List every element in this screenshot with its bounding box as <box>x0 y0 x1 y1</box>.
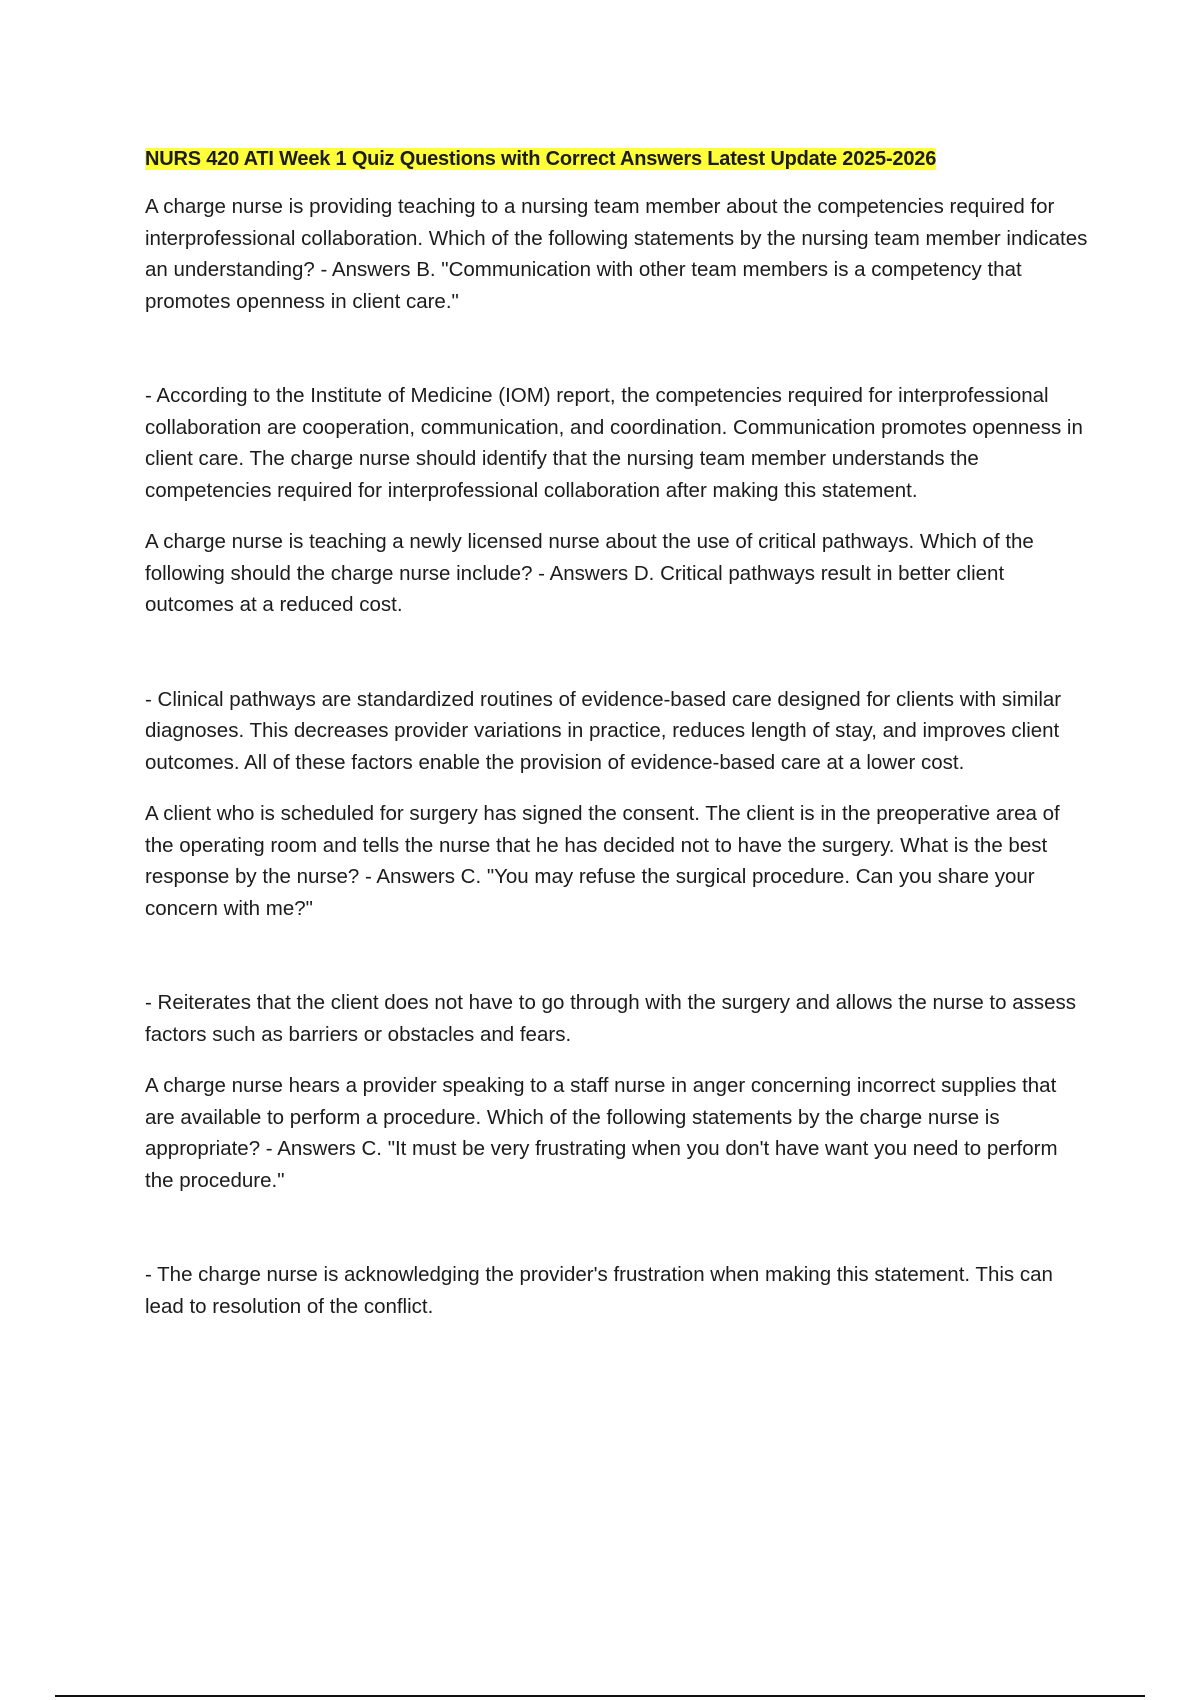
qa-item-3 <box>145 798 1090 1050</box>
question-3: A client who is scheduled for surgery has signed the consent. The client is in the preoperative area of the operating room and tells the nurse that he has decided not to have the surgery. What is the best response by the nurse? - Answers C. "You may refuse the surgical procedure. Can you share your concern with me?" <box>145 802 1060 920</box>
document-page <box>145 143 1090 1322</box>
footer-divider <box>55 1695 1145 1697</box>
question-2: A charge nurse is teaching a newly licensed nurse about the use of critical pathways. Which of the following should the charge nurse include? - Answers D. Critical pathways result in better client outcomes at a reduced cost. <box>145 530 1034 616</box>
document-title: NURS 420 ATI Week 1 Quiz Questions with Correct Answers Latest Update 2025-2026 <box>145 148 937 170</box>
question-4: A charge nurse hears a provider speaking to a staff nurse in anger concerning incorrect supplies that are available to perform a procedure. Which of the following statements by the charge nurse is appropriate? - Answers C. "It must be very frustrating when you don't have want you need to perform the procedure." <box>145 1074 1058 1192</box>
qa-item-4 <box>145 1070 1090 1322</box>
rationale-1: - According to the Institute of Medicine (IOM) report, the competencies required for interprofessional collaboration are cooperation, communication, and coordination. Communication promotes openness in client care. The charge nurse should identify that the nursing team member understands the competencies required for interprofessional collaboration after making this statement. <box>145 384 1083 502</box>
question-1: A charge nurse is providing teaching to a nursing team member about the competencies required for interprofessional collaboration. Which of the following statements by the nursing team member indicates an understanding? - Answers B. "Communication with other team members is a competency that promotes openness in client care." <box>145 195 1088 313</box>
title-block <box>145 143 1090 177</box>
qa-item-2 <box>145 526 1090 778</box>
rationale-2: - Clinical pathways are standardized routines of evidence-based care designed for clients with similar diagnoses. This decreases provider variations in practice, reduces length of stay, and improves client outcomes. All of these factors enable the provision of evidence-based care at a lower cost. <box>145 687 1062 774</box>
rationale-4: - The charge nurse is acknowledging the provider's frustration when making this statement. This can lead to resolution of the conflict. <box>145 1263 1053 1318</box>
rationale-3: - Reiterates that the client does not have to go through with the surgery and allows the nurse to assess factors such as barriers or obstacles and fears. <box>145 991 1077 1046</box>
qa-item-1 <box>145 191 1090 506</box>
